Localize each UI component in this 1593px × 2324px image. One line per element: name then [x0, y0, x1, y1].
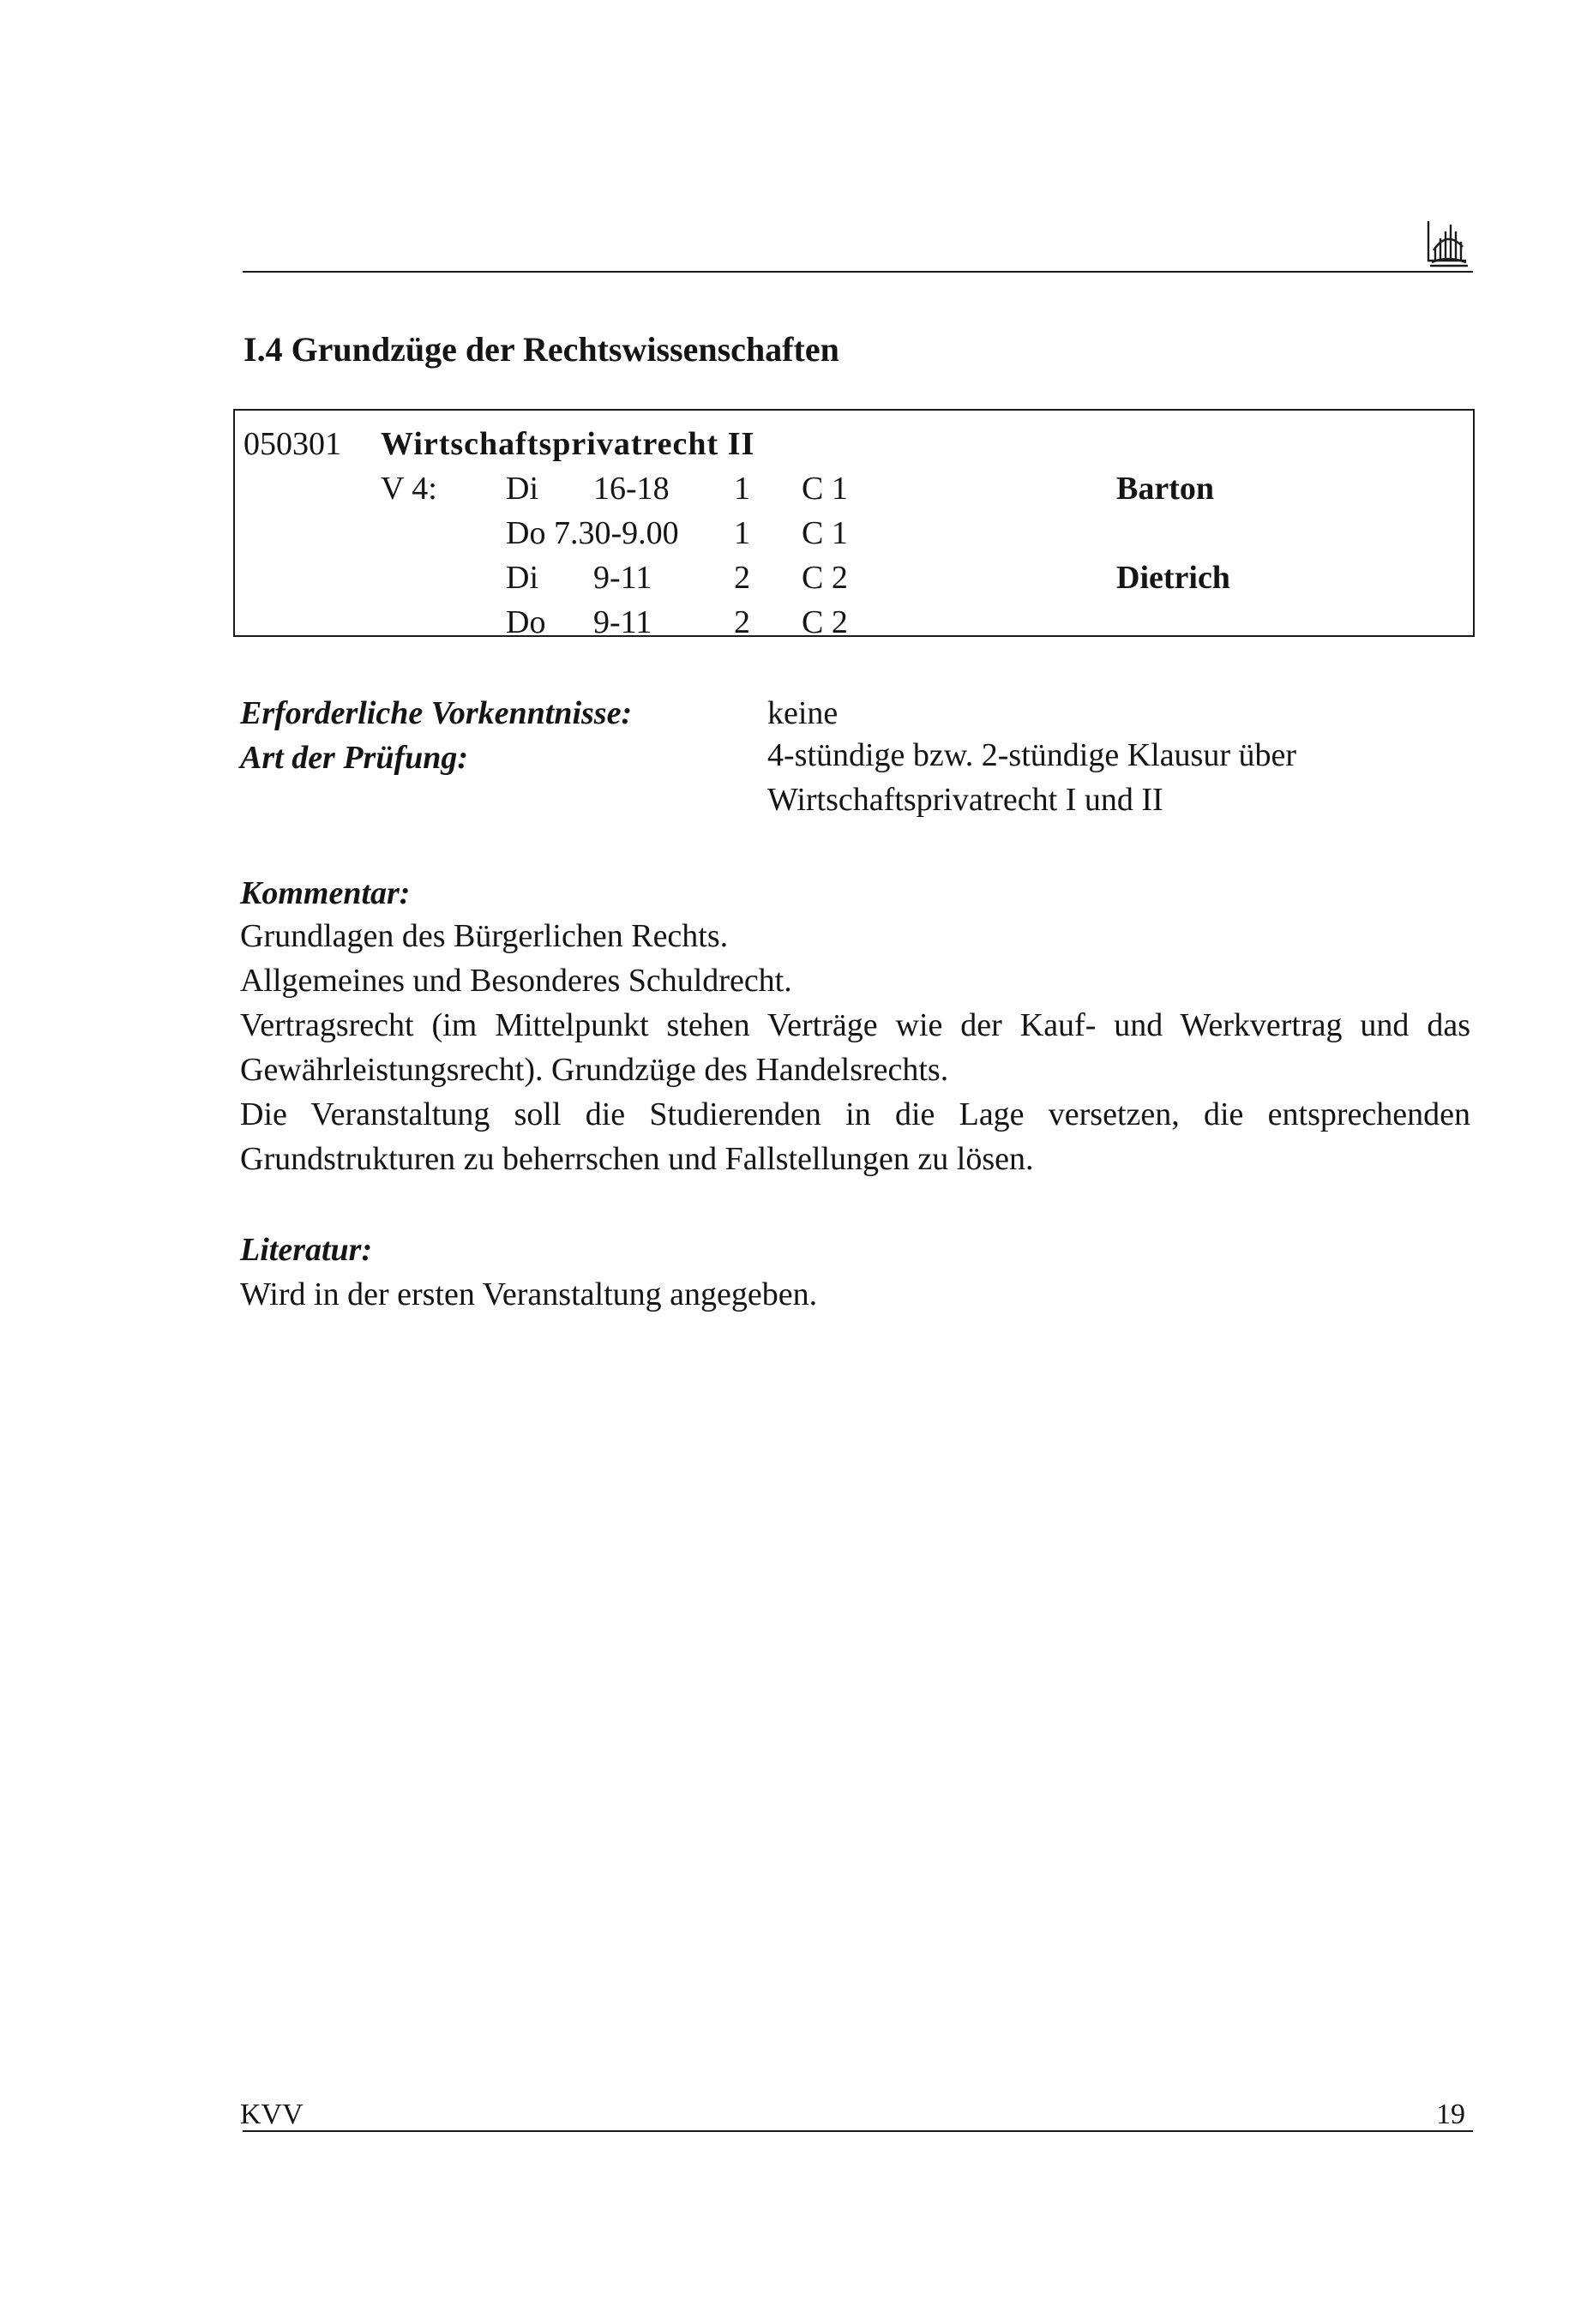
course-name: Wirtschaftsprivatrecht II	[381, 426, 755, 462]
session-group: 2	[734, 560, 750, 596]
header-rule	[243, 271, 1473, 273]
comment-line: Vertragsrecht (im Mittelpunkt stehen Verträge wie der Kauf- und Werkvertrag und das	[240, 1007, 1470, 1043]
course-type: V 4:	[381, 471, 437, 507]
comment-line: Allgemeines und Besonderes Schuldrecht.	[240, 963, 792, 999]
footer-rule	[243, 2130, 1473, 2132]
comment-line: Die Veranstaltung soll die Studierenden in die Lage versetzen, die entsprechenden	[240, 1096, 1470, 1132]
session-day: Di	[506, 560, 538, 596]
session-group: 1	[734, 515, 750, 551]
session-room: C 1	[802, 471, 848, 507]
lecturer-name: Dietrich	[1116, 560, 1230, 596]
comment-line: Grundlagen des Bürgerlichen Rechts.	[240, 918, 729, 954]
course-id: 050301	[243, 426, 341, 462]
session-time: 16-18	[593, 471, 670, 507]
comment-line: Grundstrukturen zu beherrschen und Fallstellungen zu lösen.	[240, 1141, 1034, 1177]
section-title: I.4 Grundzüge der Rechtswissenschaften	[243, 330, 839, 369]
exam-label: Art der Prüfung:	[240, 740, 469, 776]
comment-text	[240, 914, 1470, 1181]
session-group: 1	[734, 471, 750, 507]
session-group: 2	[734, 604, 750, 640]
session-time: 9-11	[593, 604, 652, 640]
comment-label: Kommentar:	[240, 875, 411, 911]
course-box	[233, 409, 1475, 640]
footer-label: KVV	[240, 2099, 304, 2130]
prerequisites-value: keine	[767, 695, 839, 731]
exam-value	[767, 733, 1296, 822]
session-time: 7.30-9.00	[554, 515, 679, 551]
session-time: 9-11	[593, 560, 652, 596]
page-number: 19	[1436, 2099, 1465, 2130]
literature-label: Literatur:	[240, 1232, 373, 1268]
session-room: C 1	[802, 515, 848, 551]
exam-line: Wirtschaftsprivatrecht I und II	[767, 782, 1163, 818]
literature-value: Wird in der ersten Veranstaltung angegeben.	[240, 1276, 818, 1312]
exam-line: 4-stündige bzw. 2-stündige Klausur über	[767, 737, 1297, 773]
university-logo-icon	[1423, 213, 1471, 269]
session-room: C 2	[802, 604, 848, 640]
session-room: C 2	[802, 560, 848, 596]
comment-line: Gewährleistungsrecht). Grundzüge des Handelsrechts.	[240, 1052, 949, 1088]
lecturer-name: Barton	[1116, 471, 1214, 507]
session-day: Do	[506, 515, 546, 551]
prerequisites-label: Erforderliche Vorkenntnisse:	[240, 695, 633, 731]
session-day: Do	[506, 604, 546, 640]
session-day: Di	[506, 471, 538, 507]
